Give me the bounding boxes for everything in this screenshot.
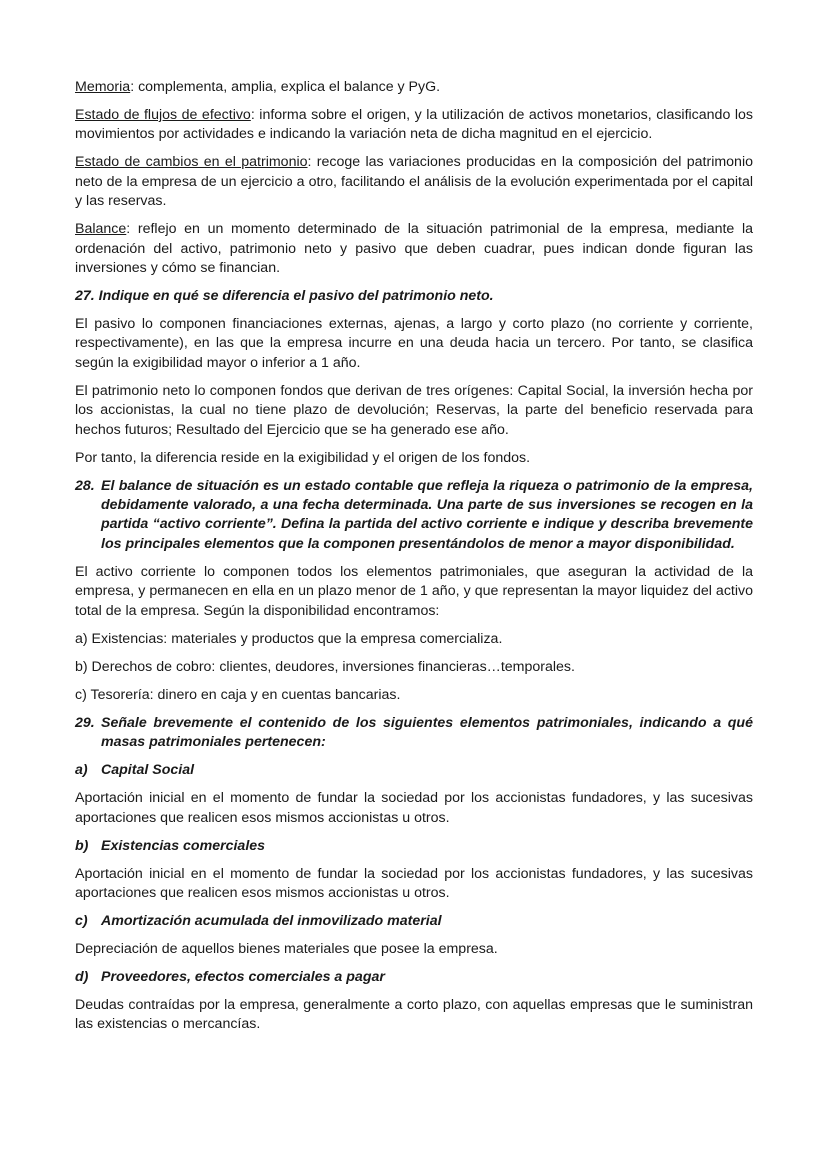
subquestion-heading [75, 912, 753, 931]
list-item: b) Derechos de cobro: clientes, deudores, inversiones financieras…temporales. [75, 658, 575, 675]
definition-balance [75, 220, 753, 278]
question-28-heading [75, 477, 753, 555]
question-29-title: Señale brevemente el contenido de los siguientes elementos patrimoniales, indicando a qué masas patrimoniales pertenecen: [101, 714, 753, 751]
definition-memoria [75, 78, 753, 97]
definition-text: : reflejo en un momento determinado de la situación patrimonial de la empresa, mediante la ordenación del activo, patrimonio neto y pasivo que deben cuadrar, pues indican donde figuran las inversiones y cómo se financian. [75, 221, 753, 277]
question-28-paragraph: El activo corriente lo componen todos los elementos patrimoniales, que aseguran la actividad de la empresa, y permanecen en ella en un plazo menor de 1 año, y que representan la mayor liquidez del activo total de la empresa. Según la disponibilidad encontramos: [75, 563, 753, 619]
subquestion-letter: d) [75, 968, 89, 985]
question-number: 28. [75, 477, 95, 494]
subquestion-answer: Aportación inicial en el momento de fundar la sociedad por los accionistas fundadores, y las sucesivas aportaciones que realicen esos mismos accionistas u otros. [75, 790, 753, 826]
list-item: c) Tesorería: dinero en caja y en cuentas bancarias. [75, 686, 401, 703]
subquestion-letter: a) [75, 762, 88, 779]
question-27-paragraph: El patrimonio neto lo componen fondos que derivan de tres orígenes: Capital Social, la inversión hecha por los accionistas, la cual no tiene plazo de devolución; Reservas, la parte del beneficio reservada para hechos futuros; Resultado del Ejercicio que se ha generado ese año. [75, 382, 753, 438]
subquestion-answer: Deudas contraídas por la empresa, generalmente a corto plazo, con aquellas empresas que le suministran las existencias o mercancías. [75, 996, 753, 1033]
subquestion-heading [75, 968, 753, 987]
question-27-title: 27. Indique en qué se diferencia el pasivo del patrimonio neto. [75, 288, 494, 305]
question-27-paragraph: El pasivo lo componen financiaciones externas, ajenas, a largo y corto plazo (no corriente y corriente, respectivamente), en las que la empresa incurre en una deuda hacia un tercero. Por tanto, se clasifica según la exigibilidad mayor o inferior a 1 año. [75, 316, 753, 371]
subquestion-letter: b) [75, 837, 89, 854]
definition-term: Balance [75, 221, 127, 238]
question-28-title: El balance de situación es un estado contable que refleja la riqueza o patrimonio de la empresa, debidamente valorado, a una fecha determinada. Una parte de sus inversiones se recogen en la partida “activo corriente”. Defina la partida del activo corriente e indique y describa brevemente los principales elementos que la componen presentándolos de menor a mayor disponibilidad. [101, 477, 753, 552]
subquestion-answer: Aportación inicial en el momento de fundar la sociedad por los accionistas fundadores, y las sucesivas aportaciones que realicen esos mismos accionistas u otros. [75, 865, 753, 901]
subquestion-title: Amortización acumulada del inmovilizado material [101, 912, 442, 929]
subquestion-heading [75, 837, 753, 856]
definition-text: : recoge las variaciones producidas en la composición del patrimonio neto de la empresa de un ejercicio a otro, facilitando el análisis de la evolución experimentada por el capital y las reservas. [75, 154, 753, 210]
subquestion-answer: Depreciación de aquellos bienes materiales que posee la empresa. [75, 940, 498, 957]
question-29-heading [75, 714, 753, 753]
list-item: a) Existencias: materiales y productos que la empresa comercializa. [75, 630, 503, 647]
question-number: 29. [75, 714, 95, 731]
definition-text: : informa sobre el origen, y la utilización de activos monetarios, clasificando los movimientos por actividades e indicando la variación neta de dicha magnitud en el ejercicio. [75, 107, 753, 143]
definition-term: Memoria [75, 79, 131, 95]
definition-term: Estado de cambios en el patrimonio [75, 154, 308, 171]
question-27-paragraph: Por tanto, la diferencia reside en la exigibilidad y el origen de los fondos. [75, 449, 531, 466]
subquestion-title: Existencias comerciales [101, 837, 266, 854]
subquestion-letter: c) [75, 912, 88, 929]
definition-flujos-efectivo [75, 106, 753, 145]
definition-text: : complementa, amplia, explica el balance y PyG. [130, 79, 441, 95]
definition-cambios-patrimonio [75, 153, 753, 211]
document-page [75, 78, 753, 1043]
definition-term: Estado de flujos de efectivo [75, 107, 251, 123]
subquestion-title: Proveedores, efectos comerciales a pagar [101, 968, 385, 985]
subquestion-title: Capital Social [101, 762, 195, 779]
subquestion-heading [75, 761, 753, 780]
